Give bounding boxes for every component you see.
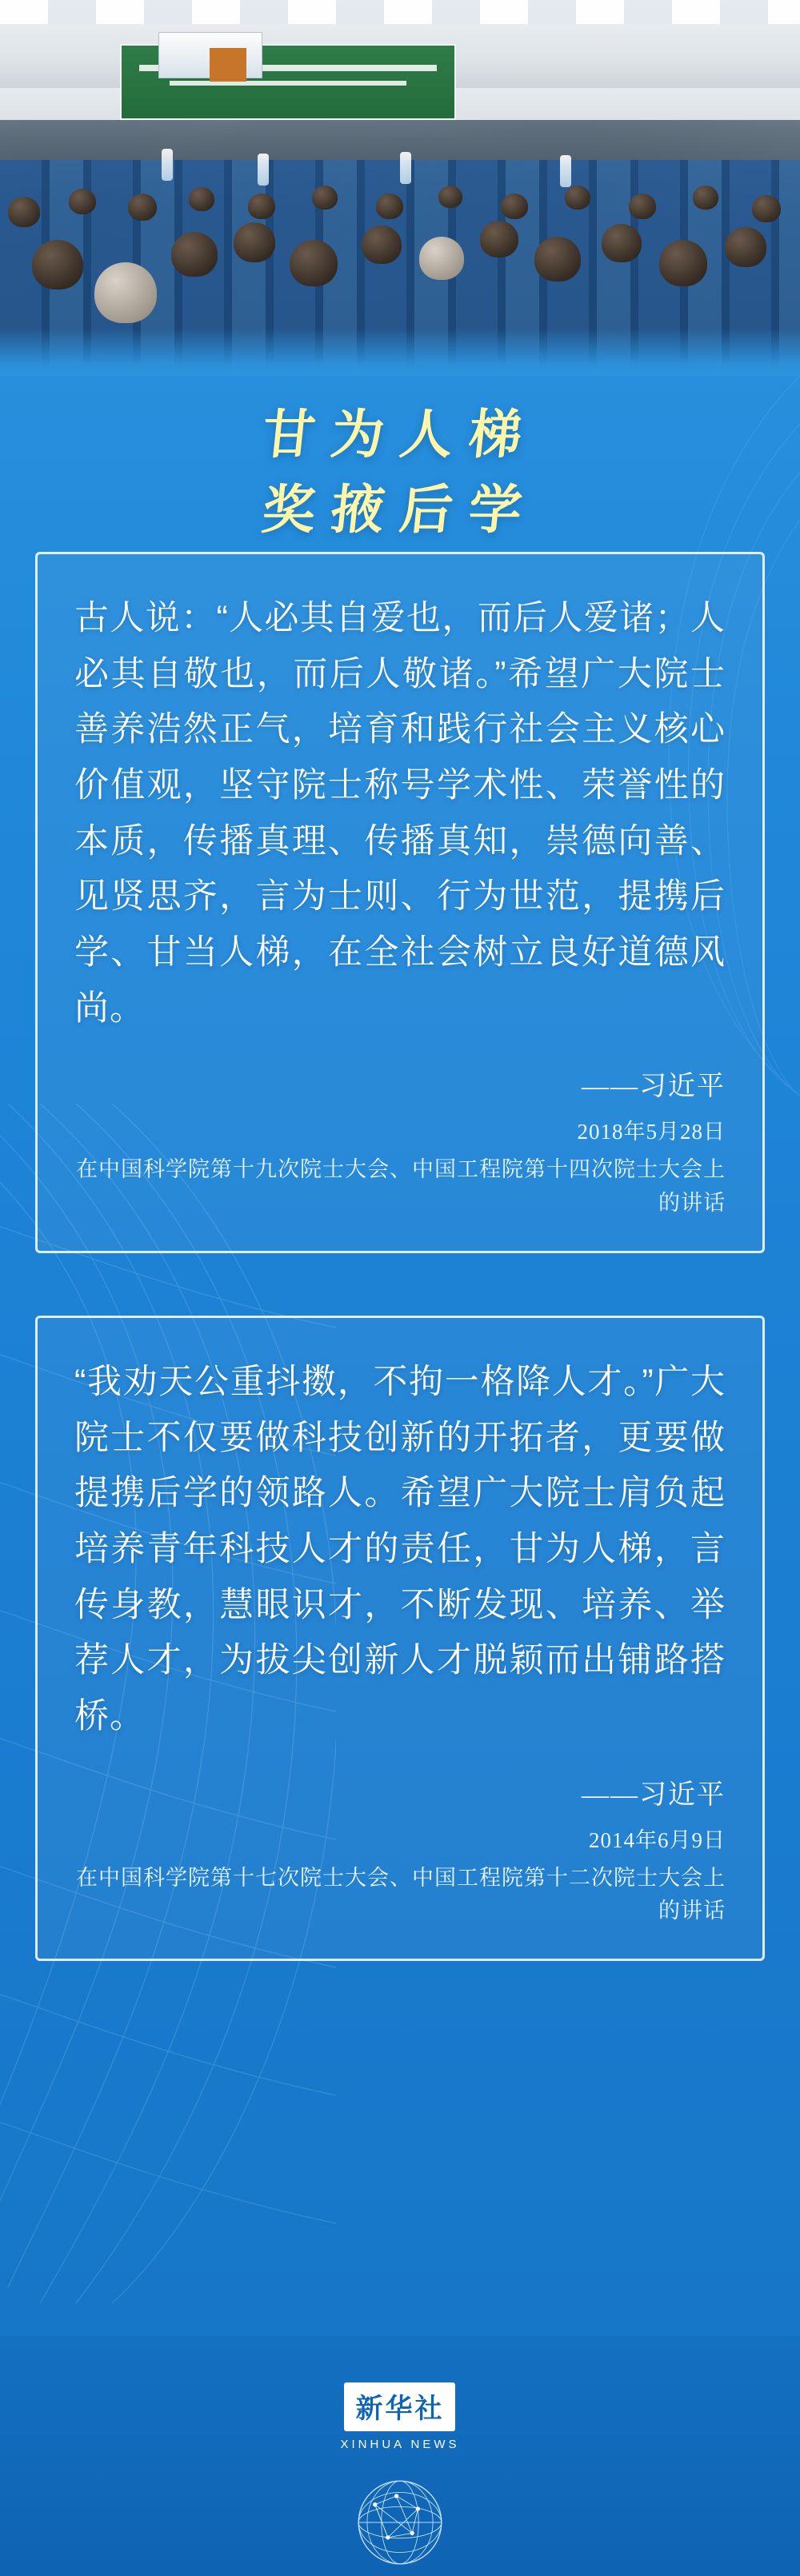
quote-text: “我劝天公重抖擞，不拘一格降人才。”广大院士不仅要做科技创新的开拓者，更要做提携后学的领路人。希望广大院士肩负起培养青年科技人才的责任，甘为人梯，言传身教，慧眼识才，不断发现、培养、举荐人才，为拔尖创新人才脱颖而出铺路搭桥。 [74,1362,726,1735]
globe-network-icon [340,2469,460,2576]
conference-hall-photo [0,0,800,376]
quote-date: 2018年5月28日 [577,1120,726,1144]
quote-source: 在中国科学院第十七次院士大会、中国工程院第十二次院士大会上的讲话 [76,1865,726,1923]
water-bottle [258,154,269,186]
water-bottle [560,155,571,187]
xinhua-logo-en: XINHUA NEWS [340,2438,460,2451]
quote-card [35,1316,765,1961]
quote-source: 在中国科学院第十九次院士大会、中国工程院第十四次院士大会上的讲话 [76,1157,726,1216]
quote-date: 2014年6月9日 [589,1827,726,1852]
water-bottle [162,149,173,181]
quote-attribution: ——习近平 [582,1779,726,1810]
podium [210,48,246,82]
water-bottle [400,152,411,184]
xinhua-logo-cn: 新华社 [344,2382,455,2431]
title-line-1: 甘为人梯 [259,406,541,465]
quote-attribution: ——习近平 [582,1072,726,1102]
title-line-2: 奖掖后学 [259,481,541,540]
photo-fade-overlay [0,328,800,376]
poster-title [0,376,800,552]
quote-card [35,552,765,1253]
quote-text: 古人说：“人必其自爱也，而后人爱诸；人必其自敬也，而后人敬诸。”希望广大院士善养浩然正气，培育和践行社会主义核心价值观，坚守院士称号学术性、荣誉性的本质，传播真理、传播真知，崇德向善、见贤思齐，言为士则、行为世范，提携后学、甘当人梯，在全社会树立良好道德风尚。 [74,599,726,1028]
ceiling-lights [0,0,800,24]
footer [0,2336,800,2576]
xinhua-logo [340,2382,459,2451]
